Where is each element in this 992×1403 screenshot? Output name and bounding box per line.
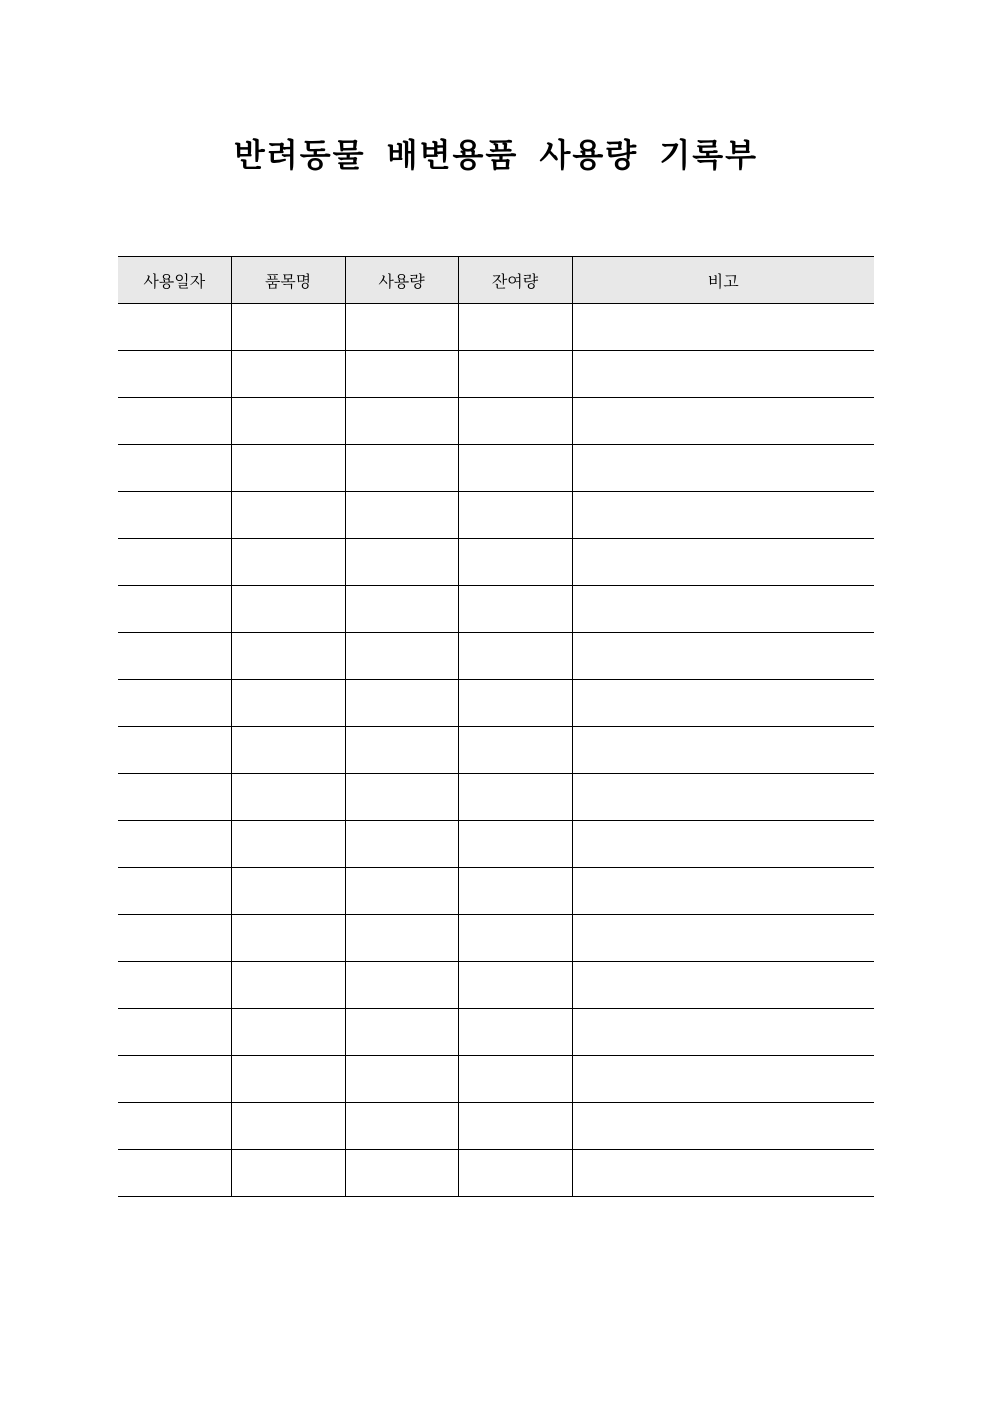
cell-remaining-amount[interactable] [458,868,572,915]
cell-remaining-amount[interactable] [458,539,572,586]
cell-remaining-amount[interactable] [458,586,572,633]
cell-remarks[interactable] [572,962,874,1009]
cell-usage-amount[interactable] [345,727,458,774]
cell-item-name[interactable] [231,1150,345,1197]
header-usage-date: 사용일자 [118,257,231,304]
cell-remarks[interactable] [572,633,874,680]
cell-usage-date[interactable] [118,492,231,539]
cell-remaining-amount[interactable] [458,445,572,492]
cell-item-name[interactable] [231,680,345,727]
cell-remaining-amount[interactable] [458,304,572,351]
cell-remarks[interactable] [572,821,874,868]
cell-item-name[interactable] [231,774,345,821]
cell-usage-amount[interactable] [345,351,458,398]
cell-remarks[interactable] [572,1009,874,1056]
cell-item-name[interactable] [231,1103,345,1150]
table-row [118,445,874,492]
cell-item-name[interactable] [231,633,345,680]
cell-usage-amount[interactable] [345,821,458,868]
cell-usage-amount[interactable] [345,398,458,445]
cell-usage-amount[interactable] [345,774,458,821]
cell-usage-date[interactable] [118,633,231,680]
cell-item-name[interactable] [231,868,345,915]
cell-item-name[interactable] [231,1056,345,1103]
table-row [118,351,874,398]
cell-usage-date[interactable] [118,1009,231,1056]
table-row [118,586,874,633]
cell-usage-amount[interactable] [345,1056,458,1103]
cell-usage-date[interactable] [118,586,231,633]
cell-usage-date[interactable] [118,304,231,351]
cell-remarks[interactable] [572,445,874,492]
cell-remarks[interactable] [572,1056,874,1103]
cell-usage-amount[interactable] [345,445,458,492]
table-row [118,633,874,680]
cell-remarks[interactable] [572,351,874,398]
cell-remarks[interactable] [572,1150,874,1197]
cell-usage-amount[interactable] [345,680,458,727]
cell-remaining-amount[interactable] [458,1056,572,1103]
cell-item-name[interactable] [231,727,345,774]
cell-usage-date[interactable] [118,821,231,868]
cell-item-name[interactable] [231,1009,345,1056]
cell-usage-amount[interactable] [345,962,458,1009]
cell-usage-date[interactable] [118,351,231,398]
table-row [118,680,874,727]
cell-item-name[interactable] [231,304,345,351]
cell-remaining-amount[interactable] [458,1009,572,1056]
cell-item-name[interactable] [231,398,345,445]
cell-remarks[interactable] [572,304,874,351]
cell-remarks[interactable] [572,539,874,586]
cell-remarks[interactable] [572,915,874,962]
table-row [118,1103,874,1150]
table-row [118,398,874,445]
table-row [118,1056,874,1103]
header-item-name: 품목명 [231,257,345,304]
page-title: 반려동물 배변용품 사용량 기록부 [233,136,759,174]
cell-remarks[interactable] [572,868,874,915]
cell-item-name[interactable] [231,539,345,586]
cell-usage-amount[interactable] [345,492,458,539]
table-row [118,1150,874,1197]
cell-remaining-amount[interactable] [458,351,572,398]
cell-remaining-amount[interactable] [458,398,572,445]
cell-remarks[interactable] [572,1103,874,1150]
cell-item-name[interactable] [231,351,345,398]
cell-usage-date[interactable] [118,727,231,774]
table-row [118,915,874,962]
cell-usage-date[interactable] [118,774,231,821]
cell-remaining-amount[interactable] [458,680,572,727]
cell-remaining-amount[interactable] [458,1103,572,1150]
cell-usage-date[interactable] [118,915,231,962]
cell-usage-amount[interactable] [345,586,458,633]
cell-remaining-amount[interactable] [458,633,572,680]
cell-usage-amount[interactable] [345,539,458,586]
cell-usage-date[interactable] [118,539,231,586]
cell-remaining-amount[interactable] [458,774,572,821]
cell-item-name[interactable] [231,962,345,1009]
cell-remaining-amount[interactable] [458,915,572,962]
cell-usage-date[interactable] [118,680,231,727]
table-row [118,962,874,1009]
cell-remarks[interactable] [572,680,874,727]
cell-remaining-amount[interactable] [458,492,572,539]
cell-remarks[interactable] [572,774,874,821]
cell-usage-date[interactable] [118,962,231,1009]
cell-remaining-amount[interactable] [458,727,572,774]
cell-usage-amount[interactable] [345,1103,458,1150]
header-usage-amount: 사용량 [345,257,458,304]
cell-item-name[interactable] [231,586,345,633]
header-remaining-amount: 잔여량 [458,257,572,304]
table-row [118,1009,874,1056]
cell-item-name[interactable] [231,492,345,539]
cell-usage-date[interactable] [118,445,231,492]
cell-remaining-amount[interactable] [458,821,572,868]
table-row [118,774,874,821]
cell-usage-amount[interactable] [345,915,458,962]
cell-usage-amount[interactable] [345,868,458,915]
table-row [118,868,874,915]
cell-remarks[interactable] [572,727,874,774]
cell-remarks[interactable] [572,492,874,539]
table-row [118,304,874,351]
table-row [118,539,874,586]
cell-usage-date[interactable] [118,868,231,915]
cell-remarks[interactable] [572,586,874,633]
table-row [118,821,874,868]
header-remarks: 비고 [572,257,874,304]
cell-item-name[interactable] [231,445,345,492]
cell-usage-date[interactable] [118,1150,231,1197]
cell-usage-amount[interactable] [345,304,458,351]
table-body [118,304,874,1197]
table-row [118,492,874,539]
table-header-row [118,257,874,304]
cell-usage-amount[interactable] [345,1150,458,1197]
cell-remaining-amount[interactable] [458,1150,572,1197]
cell-usage-date[interactable] [118,1056,231,1103]
table-row [118,727,874,774]
cell-usage-date[interactable] [118,1103,231,1150]
cell-usage-amount[interactable] [345,633,458,680]
cell-usage-date[interactable] [118,398,231,445]
cell-usage-amount[interactable] [345,1009,458,1056]
usage-log-table [118,256,874,1197]
cell-remaining-amount[interactable] [458,962,572,1009]
cell-item-name[interactable] [231,821,345,868]
cell-remarks[interactable] [572,398,874,445]
cell-item-name[interactable] [231,915,345,962]
